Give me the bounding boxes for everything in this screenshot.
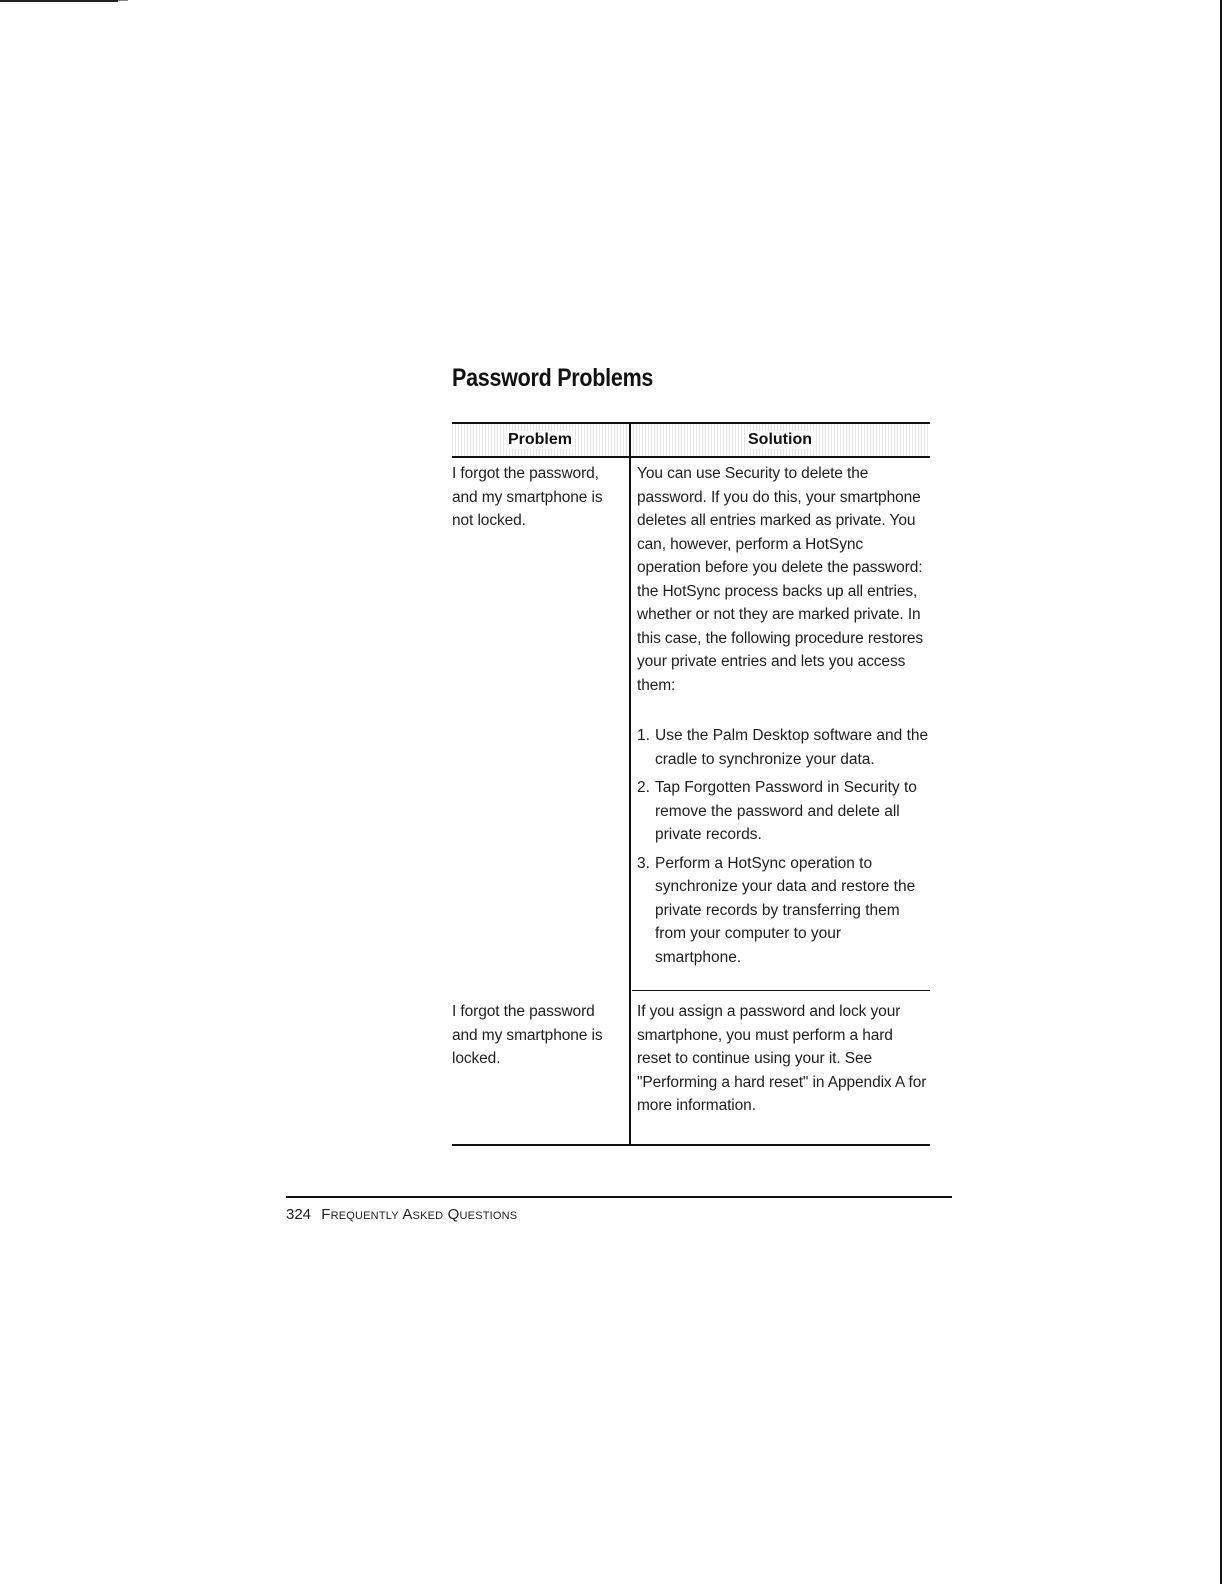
- step-item: [637, 724, 929, 771]
- step-number: 3.: [637, 854, 650, 872]
- page-right-border: [1220, 0, 1222, 1584]
- header-cell-problem: [452, 424, 628, 456]
- row-1-steps-list: [637, 724, 929, 974]
- scan-edge-mark: [0, 0, 118, 2]
- row-2-problem: I forgot the password and my smartphone is locked.: [452, 1003, 603, 1067]
- step-text: Use the Palm Desktop software and the cradle to synchronize your data.: [655, 727, 929, 768]
- header-problem-label: Problem: [505, 431, 575, 449]
- row-divider: [632, 990, 930, 991]
- step-item: [637, 776, 929, 847]
- step-item: [637, 852, 929, 970]
- header-cell-solution: [630, 424, 930, 456]
- row-1-solution: You can use Security to delete the password. If you do this, your smartphone deletes all entries marked as private. You can, however, perform a HotSync operation before you delete the password: the HotSync process backs up all entries, whether or not they are marked private. In this case, the following procedure restores your private entries and lets you access them:: [637, 465, 924, 694]
- row-1-problem: I forgot the password, and my smartphone is not locked.: [452, 465, 603, 529]
- header-solution-label: Solution: [745, 431, 815, 449]
- section-title: Password Problems: [452, 364, 654, 392]
- step-number: 1.: [637, 727, 650, 744]
- column-divider: [629, 424, 631, 1146]
- scan-edge-mark-tail: [118, 0, 128, 1]
- step-text: Tap Forgotten Password in Security to remove the password and delete all private records.: [655, 779, 917, 843]
- footer-section-title: Frequently Asked Questions: [321, 1206, 518, 1223]
- step-text: Perform a HotSync operation to synchronize your data and restore the private records by transferring them from your computer to your smartphone.: [655, 854, 916, 966]
- row-2-solution: If you assign a password and lock your smartphone, you must perform a hard reset to continue using your it. See "Performing a hard reset" in Appendix A for more information.: [637, 1003, 927, 1114]
- page-footer: [286, 1206, 517, 1223]
- footer-rule: [286, 1196, 952, 1198]
- table-header-row: [452, 424, 930, 456]
- page-number: 324: [286, 1206, 312, 1223]
- table-bottom-rule: [452, 1144, 930, 1146]
- step-number: 2.: [637, 779, 650, 796]
- table-header-rule: [452, 456, 930, 458]
